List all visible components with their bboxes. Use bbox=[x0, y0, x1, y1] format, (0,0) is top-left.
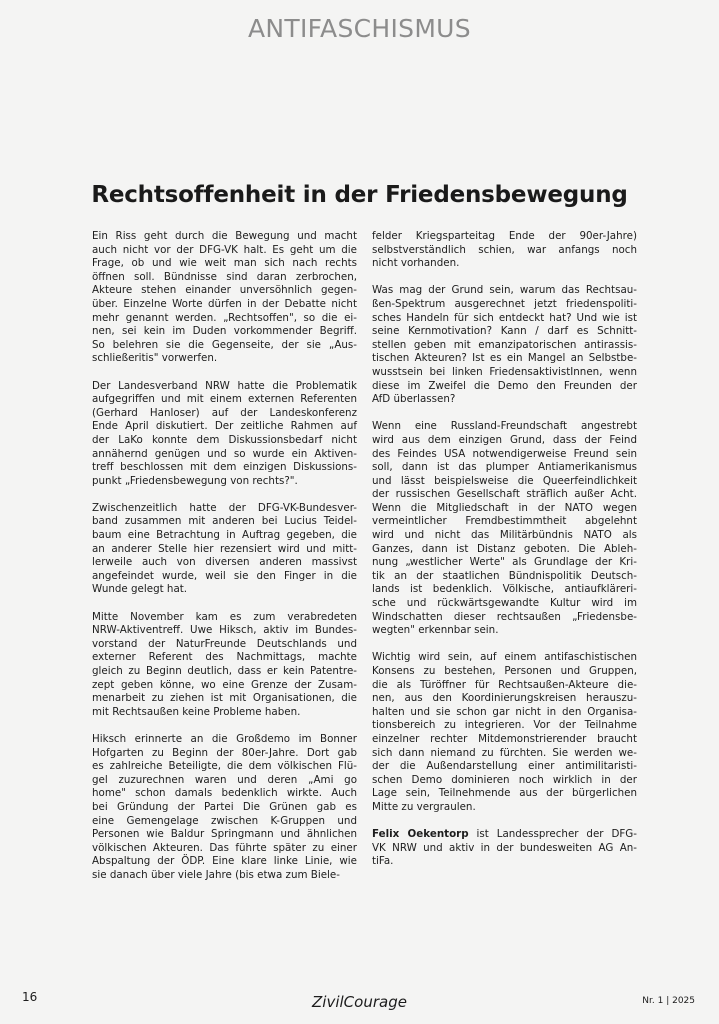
paragraph-line: treff beschlossen mit dem einzigen Diskussions- bbox=[92, 461, 357, 474]
author-bio-first: ist Landessprecher der DFG- bbox=[468, 828, 637, 841]
paragraph-line: Wenn die Mitgliedschaft in der NATO wegen bbox=[372, 501, 637, 514]
paragraph-line: aufgegriffen und mit einem externen Referenten bbox=[92, 393, 357, 406]
paragraph-line: AfD überlassen? bbox=[372, 393, 456, 406]
paragraph-line: wusstsein bei linken FriedensaktivistInnen, wenn bbox=[372, 365, 637, 378]
paragraph-line: öffnen soll. Bündnisse sind daran zerbrochen, bbox=[92, 270, 357, 283]
paragraph-line: auch nicht vor der DFG-VK halt. Es geht um die bbox=[92, 243, 357, 256]
author-bio-line: tiFa. bbox=[372, 855, 394, 868]
paragraph-line: vorstand der NaturFreunde Deutschlands und bbox=[92, 637, 357, 650]
paragraph-line: eine Gemengelage zwischen K-Gruppen und bbox=[92, 814, 357, 827]
article-paragraph bbox=[92, 611, 357, 720]
paragraph-line: sich dann niemand zu fürchten. Sie werden we- bbox=[372, 746, 637, 759]
paragraph-line: schließeritis" vorwerfen. bbox=[92, 352, 218, 365]
paragraph-line: angefeindet wurde, weil sie den Finger in die bbox=[92, 569, 357, 582]
paragraph-line: mit Rechtsaußen keine Probleme haben. bbox=[92, 705, 301, 718]
paragraph-line: Konsens zu bestehen, Personen und Gruppen, bbox=[372, 665, 637, 677]
paragraph-line: Akteure stehen einander unversöhnlich gegen- bbox=[92, 284, 357, 297]
article-column-left bbox=[92, 230, 357, 896]
article-paragraph bbox=[92, 733, 357, 883]
paragraph-line: gel zuzurechnen waren und deren „Ami go bbox=[92, 773, 357, 786]
paragraph-line: tionsbereich zu integrieren. Vor der Teilnahme bbox=[372, 719, 637, 732]
paragraph-line: der LaKo konnte dem Diskussionsbedarf nicht bbox=[92, 433, 357, 446]
paragraph-line: band zusammen mit anderen bei Lucius Teidel- bbox=[92, 515, 357, 528]
paragraph-line: Mitte November kam es zum verabredeten bbox=[92, 610, 357, 623]
paragraph-line: Personen wie Baldur Springmann und ähnlichen bbox=[92, 828, 357, 841]
paragraph-line: Frage, ob und wie weit man sich nach rechts bbox=[92, 257, 357, 270]
paragraph-line: Ganzes, dann ist Distanz geboten. Die Ableh- bbox=[372, 542, 637, 555]
paragraph-line: nung „westlicher Werte" als Grundlage der Kri- bbox=[372, 556, 637, 569]
paragraph-line: lands ist bedenklich. Völkische, antiaufkläreri- bbox=[372, 583, 637, 596]
paragraph-line: Wenn eine Russland-Freundschaft angestrebt bbox=[372, 420, 637, 433]
paragraph-line: und lässt beispielsweise die Queerfeindlichkeit bbox=[372, 474, 637, 487]
paragraph-line: mehr genannt werden. „Rechtsoffen", so die ei- bbox=[92, 311, 357, 324]
paragraph-line: über. Einzelne Worte dürfen in der Debatte nicht bbox=[92, 297, 357, 310]
paragraph-line: Wichtig wird sein, auf einem antifaschistischen bbox=[372, 651, 637, 664]
paragraph-line: punkt „Friedensbewegung von rechts?". bbox=[92, 474, 298, 487]
paragraph-line: Wunde gelegt hat. bbox=[92, 583, 188, 596]
paragraph-line: sches Handeln für sich entdeckt hat? Und wie ist bbox=[372, 311, 637, 324]
paragraph-line: annähernd genügen und so wurde ein Aktiven- bbox=[92, 447, 357, 460]
paragraph-line: Lage sein, Teilnehmende aus der bürgerlichen bbox=[372, 787, 637, 800]
paragraph-line: tischen Akteuren? Ist es ein Mangel an Selbstbe- bbox=[372, 352, 637, 365]
paragraph-line: tik an der staatlichen Bündnispolitik Deutsch- bbox=[372, 569, 637, 582]
paragraph-line: des Feindes USA notwendigerweise Freund sein bbox=[372, 447, 637, 460]
paragraph-line: der russischen Gesellschaft sträflich außer Acht. bbox=[372, 488, 637, 501]
article-headline: Rechtsoffenheit in der Friedensbewegung bbox=[91, 182, 628, 208]
paragraph-line: Hiksch erinnerte an die Großdemo im Bonner bbox=[92, 732, 357, 745]
paragraph-line: gleich zu Beginn deutlich, dass er kein Patentre- bbox=[92, 665, 357, 677]
article-paragraph bbox=[92, 502, 357, 597]
paragraph-line: home" schon damals bedenklich wirkte. Auch bbox=[92, 787, 357, 800]
paragraph-line: Der Landesverband NRW hatte die Problematik bbox=[92, 379, 357, 392]
paragraph-line: der die Außendarstellung einer antimilitaristi- bbox=[372, 760, 637, 773]
article-paragraph bbox=[372, 651, 637, 814]
author-bio-line: VK NRW und aktiv in der bundesweiten AG An- bbox=[372, 841, 637, 854]
paragraph-line: Hofgarten zu Beginn der 80er-Jahre. Dort gab bbox=[92, 746, 357, 759]
paragraph-line: Abspaltung der ÖDP. Eine klare linke Linie, wie bbox=[92, 855, 357, 868]
paragraph-line: Was mag der Grund sein, warum das Rechtsau- bbox=[372, 284, 637, 297]
paragraph-line: Zwischenzeitlich hatte der DFG-VK-Bundesver- bbox=[92, 501, 357, 514]
paragraph-line: wird und nicht das Militärbündnis NATO als bbox=[372, 529, 637, 542]
paragraph-line: an anderer Stelle hier rezensiert wird und mitt- bbox=[92, 542, 357, 555]
paragraph-line: sie danach über viele Jahre (bis etwa zum Biele- bbox=[92, 868, 340, 881]
paragraph-line: nen, aus den Koordinierungskreisen herauszu- bbox=[372, 692, 637, 705]
paragraph-line: einzelner rechter Mitdemonstrierender braucht bbox=[372, 732, 637, 745]
paragraph-line: wird aus dem einzigen Grund, dass der Feind bbox=[372, 433, 637, 446]
paragraph-line: bei Gründung der Partei Die Grünen gab es bbox=[92, 800, 357, 813]
paragraph-line: ßen-Spektrum ausgerechnet jetzt friedenspoliti- bbox=[372, 297, 637, 310]
paragraph-line: So belehren sie die Gegenseite, der sie „Aus- bbox=[92, 338, 357, 351]
paragraph-line: soll, dann ist das plumper Antiamerikanismus bbox=[372, 461, 637, 474]
paragraph-line: lerweile auch von diversen anderen massivst bbox=[92, 556, 357, 569]
issue-info: Nr. 1 | 2025 bbox=[642, 996, 695, 1006]
paragraph-line: menarbeit zu ziehen ist mit Organisationen, die bbox=[92, 692, 357, 705]
paragraph-line: diese im Zweifel die Demo den Freunden der bbox=[372, 379, 637, 392]
paragraph-line: stellen geben mit emanzipatorischen antirassis- bbox=[372, 338, 637, 351]
paragraph-line: felder Kriegsparteitag Ende der 90er-Jahre) bbox=[372, 230, 637, 242]
section-header: ANTIFASCHISMUS bbox=[248, 14, 471, 43]
paragraph-line: Windschatten dieser rechtsaußen „Friedensbe- bbox=[372, 610, 637, 623]
paragraph-line: es zahlreiche Beteiligte, die dem völkischen Flü- bbox=[92, 760, 357, 773]
author-name: Felix Oekentorp bbox=[372, 828, 469, 841]
article-paragraph bbox=[92, 230, 357, 366]
paragraph-line: völkischen Akteuren. Das führte später zu einer bbox=[92, 841, 357, 854]
article-paragraph bbox=[372, 284, 637, 406]
magazine-name: ZivilCourage bbox=[312, 993, 407, 1011]
article-column-right bbox=[372, 230, 637, 883]
paragraph-line: schen Demo dominieren noch wirklich in der bbox=[372, 773, 637, 786]
paragraph-line: halten und sie schon gar nicht in den Organisa- bbox=[372, 705, 637, 718]
paragraph-line: externer Referent des Nachmittags, machte bbox=[92, 651, 357, 664]
article-paragraph bbox=[92, 380, 357, 489]
paragraph-line: Ein Riss geht durch die Bewegung und macht bbox=[92, 230, 357, 242]
paragraph-line: selbstverständlich schien, war anfangs noch bbox=[372, 243, 637, 256]
paragraph-line: baum eine Betrachtung in Auftrag gegeben, die bbox=[92, 529, 357, 542]
article-paragraph bbox=[372, 420, 637, 638]
paragraph-line: Mitte zu vergraulen. bbox=[372, 800, 476, 813]
paragraph-line: die als Türöffner für Rechtsaußen-Akteure die- bbox=[372, 678, 637, 691]
author-note bbox=[372, 828, 637, 869]
paragraph-line: Ende April diskutiert. Der zeitliche Rahmen auf bbox=[92, 420, 357, 433]
paragraph-line: wegten" erkennbar sein. bbox=[372, 624, 499, 637]
paragraph-line: (Gerhard Hanloser) auf der Landeskonferenz bbox=[92, 406, 357, 419]
paragraph-line: NRW-Aktiventreff. Uwe Hiksch, aktiv im Bundes- bbox=[92, 624, 357, 637]
paragraph-line: zept geben könne, wo eine Grenze der Zusam- bbox=[92, 678, 357, 691]
paragraph-line: sche und rückwärtsgewandte Kultur wird im bbox=[372, 597, 637, 610]
article-paragraph bbox=[372, 230, 637, 271]
paragraph-line: nicht vorhanden. bbox=[372, 257, 460, 270]
paragraph-line: nen, sei kein im Duden vorkommender Begriff. bbox=[92, 325, 357, 338]
page-number: 16 bbox=[22, 990, 38, 1004]
paragraph-line: vermeintlicher Fremdbestimmtheit abgelehnt bbox=[372, 515, 637, 528]
paragraph-line: seine Kernmotivation? Kann / darf es Schnitt- bbox=[372, 325, 637, 338]
